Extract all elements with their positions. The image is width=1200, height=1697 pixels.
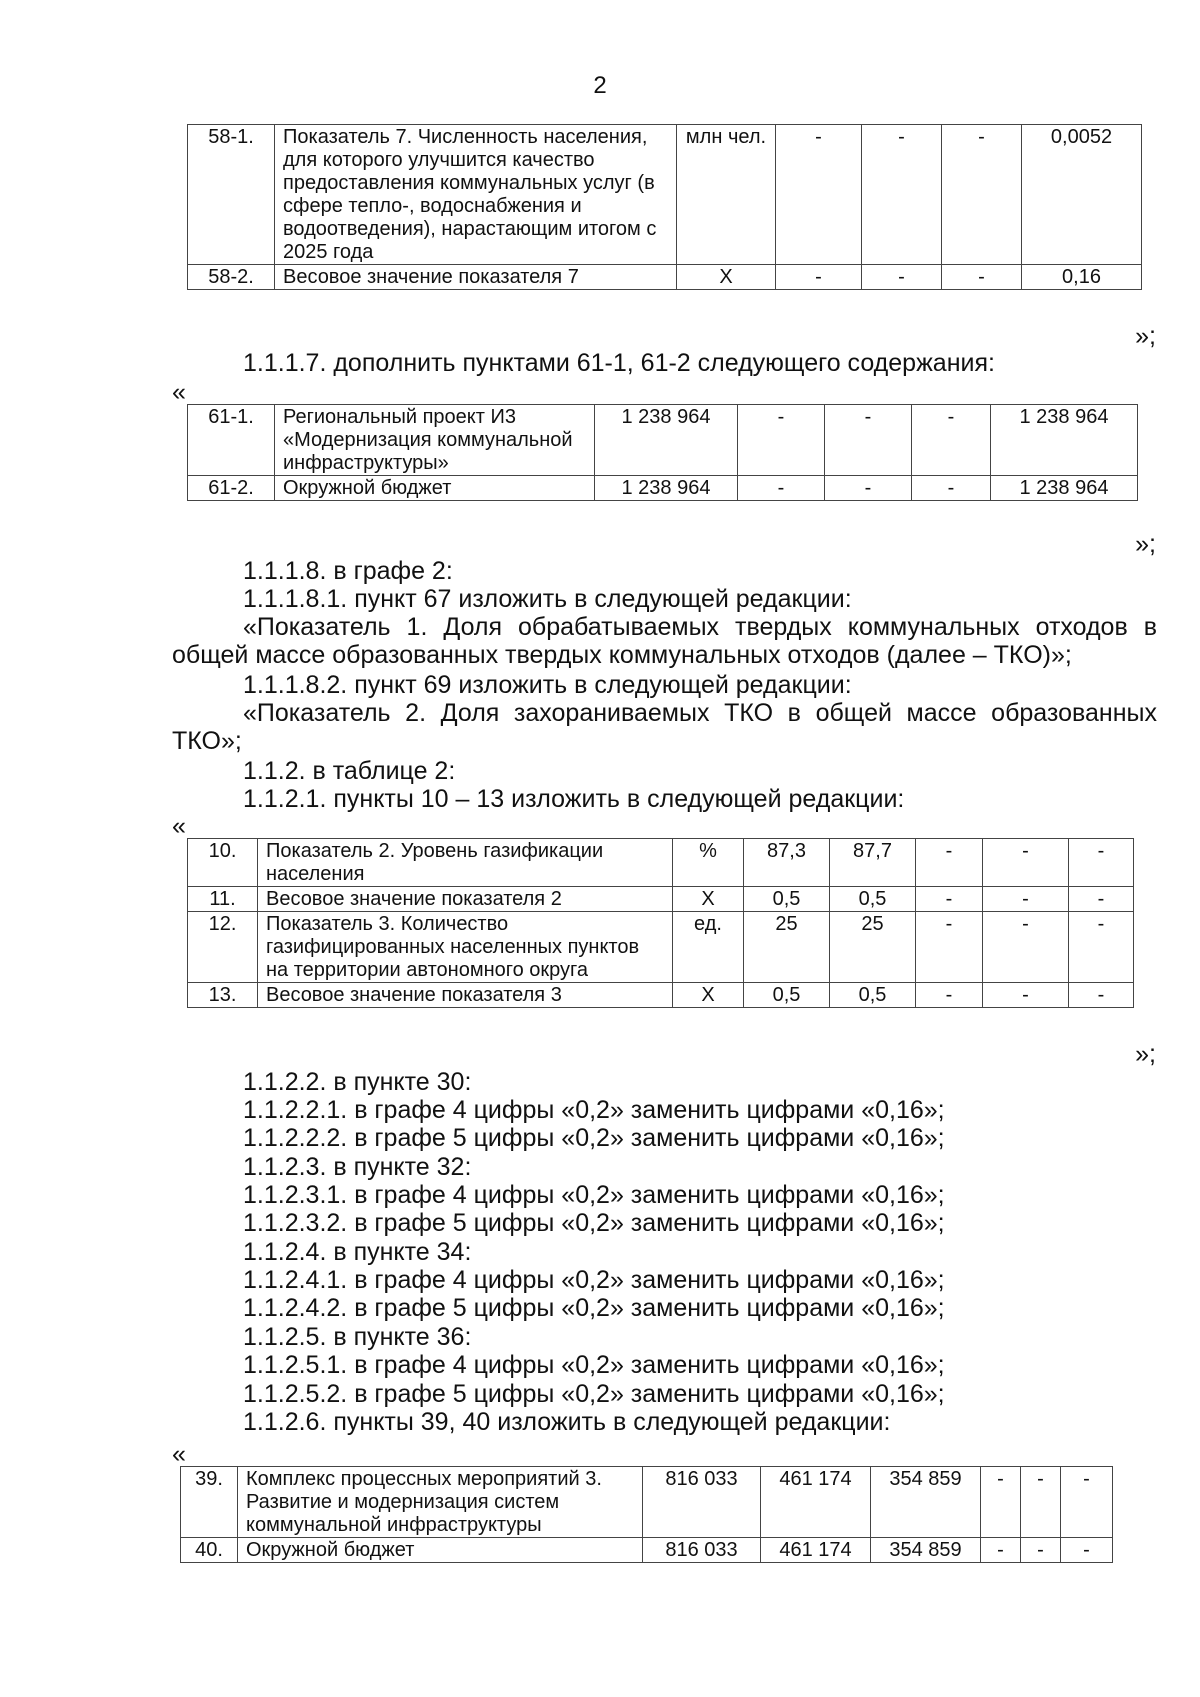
page-number: 2	[593, 72, 607, 99]
row-name: Показатель 3. Количество газифицированных населенных пунктов на территории автономного округа	[258, 912, 673, 983]
row-value: 0,16	[1022, 265, 1142, 290]
row-value: -	[738, 405, 825, 476]
row-value: -	[916, 983, 983, 1008]
row-name: Комплекс процессных мероприятий 3. Развитие и модернизация систем коммунальной инфраструктуры	[238, 1467, 643, 1538]
row-number: 61-2.	[188, 476, 275, 501]
row-value: -	[1069, 887, 1134, 912]
list-item: 1.1.2.3. в пункте 32:	[243, 1153, 472, 1181]
row-value: -	[942, 125, 1022, 265]
paragraph-1-1-1-7: 1.1.1.7. дополнить пунктами 61-1, 61-2 следующего содержания:	[243, 349, 995, 377]
paragraph-indicator-1: «Показатель 1. Доля обрабатываемых твердых коммунальных отходов в общей массе образованных твердых коммунальных отходов (далее – ТКО)»;	[172, 613, 1157, 669]
row-value: 354 859	[871, 1538, 981, 1563]
row-unit: %	[673, 839, 744, 887]
table-row	[188, 912, 1134, 983]
row-value: -	[912, 405, 991, 476]
list-item: 1.1.2.5.2. в графе 5 цифры «0,2» заменить цифрами «0,16»;	[243, 1380, 945, 1408]
row-value: -	[983, 983, 1069, 1008]
row-value: -	[825, 476, 912, 501]
opening-quote: «	[172, 1440, 186, 1468]
row-value: 1 238 964	[991, 405, 1138, 476]
table-indicator-7	[187, 124, 1142, 290]
row-value: -	[1061, 1467, 1113, 1538]
paragraph-1-1-1-8-1: 1.1.1.8.1. пункт 67 изложить в следующей редакции:	[243, 585, 852, 613]
table-row	[188, 476, 1138, 501]
list-item: 1.1.2.4.1. в графе 4 цифры «0,2» заменить цифрами «0,16»;	[243, 1266, 945, 1294]
table-row	[181, 1538, 1113, 1563]
closing-quote: »;	[1135, 1040, 1156, 1068]
row-value: -	[862, 265, 942, 290]
row-value: 87,3	[744, 839, 830, 887]
row-value: 0,5	[830, 983, 916, 1008]
table-row	[188, 265, 1142, 290]
row-value: 1 238 964	[595, 405, 738, 476]
table-row	[188, 125, 1142, 265]
paragraph-1-1-1-8: 1.1.1.8. в графе 2:	[243, 557, 453, 585]
row-number: 39.	[181, 1467, 238, 1538]
list-item: 1.1.2.2.1. в графе 4 цифры «0,2» заменить цифрами «0,16»;	[243, 1096, 945, 1124]
row-value: -	[916, 839, 983, 887]
list-item: 1.1.2.2. в пункте 30:	[243, 1068, 472, 1096]
row-number: 61-1.	[188, 405, 275, 476]
row-value: 816 033	[643, 1467, 761, 1538]
row-value: -	[1021, 1538, 1061, 1563]
row-value: 1 238 964	[595, 476, 738, 501]
row-value: -	[983, 887, 1069, 912]
table-regional-project	[187, 404, 1138, 501]
row-value: 25	[830, 912, 916, 983]
list-item: 1.1.2.5. в пункте 36:	[243, 1323, 472, 1351]
paragraph-1-1-2: 1.1.2. в таблице 2:	[243, 757, 456, 785]
table-row	[188, 839, 1134, 887]
row-value: -	[981, 1538, 1021, 1563]
row-value: -	[1069, 912, 1134, 983]
row-number: 10.	[188, 839, 258, 887]
row-value: -	[983, 839, 1069, 887]
closing-quote: »;	[1135, 530, 1156, 558]
row-number: 13.	[188, 983, 258, 1008]
row-value: 0,5	[744, 887, 830, 912]
table-row	[188, 405, 1138, 476]
paragraph-1-1-2-1: 1.1.2.1. пункты 10 – 13 изложить в следующей редакции:	[243, 785, 905, 813]
row-unit: млн чел.	[677, 125, 776, 265]
row-value: 0,0052	[1022, 125, 1142, 265]
row-name: Показатель 7. Численность населения, для которого улучшится качество предоставления коммунальных услуг (в сфере тепло-, водоснабжения и водоотведения), нарастающим итогом с 2025 года	[275, 125, 677, 265]
closing-quote: »;	[1135, 322, 1156, 350]
row-value: 461 174	[761, 1538, 871, 1563]
row-value: -	[1061, 1538, 1113, 1563]
table-process-measures	[180, 1466, 1113, 1563]
row-value: -	[776, 265, 862, 290]
list-item: 1.1.2.3.2. в графе 5 цифры «0,2» заменить цифрами «0,16»;	[243, 1209, 945, 1237]
list-item: 1.1.2.5.1. в графе 4 цифры «0,2» заменить цифрами «0,16»;	[243, 1351, 945, 1379]
row-name: Весовое значение показателя 3	[258, 983, 673, 1008]
row-value: 87,7	[830, 839, 916, 887]
row-number: 58-1.	[188, 125, 275, 265]
row-number: 12.	[188, 912, 258, 983]
row-value: -	[916, 887, 983, 912]
row-value: -	[942, 265, 1022, 290]
list-item: 1.1.2.4.2. в графе 5 цифры «0,2» заменить цифрами «0,16»;	[243, 1294, 945, 1322]
row-name: Показатель 2. Уровень газификации населения	[258, 839, 673, 887]
row-value: -	[776, 125, 862, 265]
row-unit: ед.	[673, 912, 744, 983]
row-name: Окружной бюджет	[275, 476, 595, 501]
opening-quote: «	[172, 812, 186, 840]
table-gasification	[187, 838, 1134, 1008]
row-value: 25	[744, 912, 830, 983]
row-name: Окружной бюджет	[238, 1538, 643, 1563]
row-value: -	[916, 912, 983, 983]
row-value: -	[1021, 1467, 1061, 1538]
row-value: 354 859	[871, 1467, 981, 1538]
table-row	[181, 1467, 1113, 1538]
row-value: 1 238 964	[991, 476, 1138, 501]
row-value: 0,5	[830, 887, 916, 912]
table-row	[188, 887, 1134, 912]
row-value: -	[825, 405, 912, 476]
list-item: 1.1.2.2.2. в графе 5 цифры «0,2» заменить цифрами «0,16»;	[243, 1124, 945, 1152]
list-item: 1.1.2.3.1. в графе 4 цифры «0,2» заменить цифрами «0,16»;	[243, 1181, 945, 1209]
row-value: -	[981, 1467, 1021, 1538]
row-value: -	[1069, 983, 1134, 1008]
row-value: -	[738, 476, 825, 501]
table-row	[188, 983, 1134, 1008]
row-value: -	[1069, 839, 1134, 887]
opening-quote: «	[172, 378, 186, 406]
row-name: Весовое значение показателя 7	[275, 265, 677, 290]
row-value: -	[983, 912, 1069, 983]
row-unit: Х	[677, 265, 776, 290]
row-unit: Х	[673, 887, 744, 912]
list-item: 1.1.2.4. в пункте 34:	[243, 1238, 472, 1266]
row-unit: Х	[673, 983, 744, 1008]
row-value: -	[862, 125, 942, 265]
paragraph-1-1-1-8-2: 1.1.1.8.2. пункт 69 изложить в следующей редакции:	[243, 671, 852, 699]
row-value: 816 033	[643, 1538, 761, 1563]
row-name: Весовое значение показателя 2	[258, 887, 673, 912]
row-value: 461 174	[761, 1467, 871, 1538]
row-number: 40.	[181, 1538, 238, 1563]
row-value: 0,5	[744, 983, 830, 1008]
paragraph-indicator-2: «Показатель 2. Доля захораниваемых ТКО в общей массе образованных ТКО»;	[172, 699, 1157, 755]
row-number: 58-2.	[188, 265, 275, 290]
row-name: Региональный проект И3 «Модернизация коммунальной инфраструктуры»	[275, 405, 595, 476]
list-item: 1.1.2.6. пункты 39, 40 изложить в следующей редакции:	[243, 1408, 891, 1436]
row-number: 11.	[188, 887, 258, 912]
row-value: -	[912, 476, 991, 501]
